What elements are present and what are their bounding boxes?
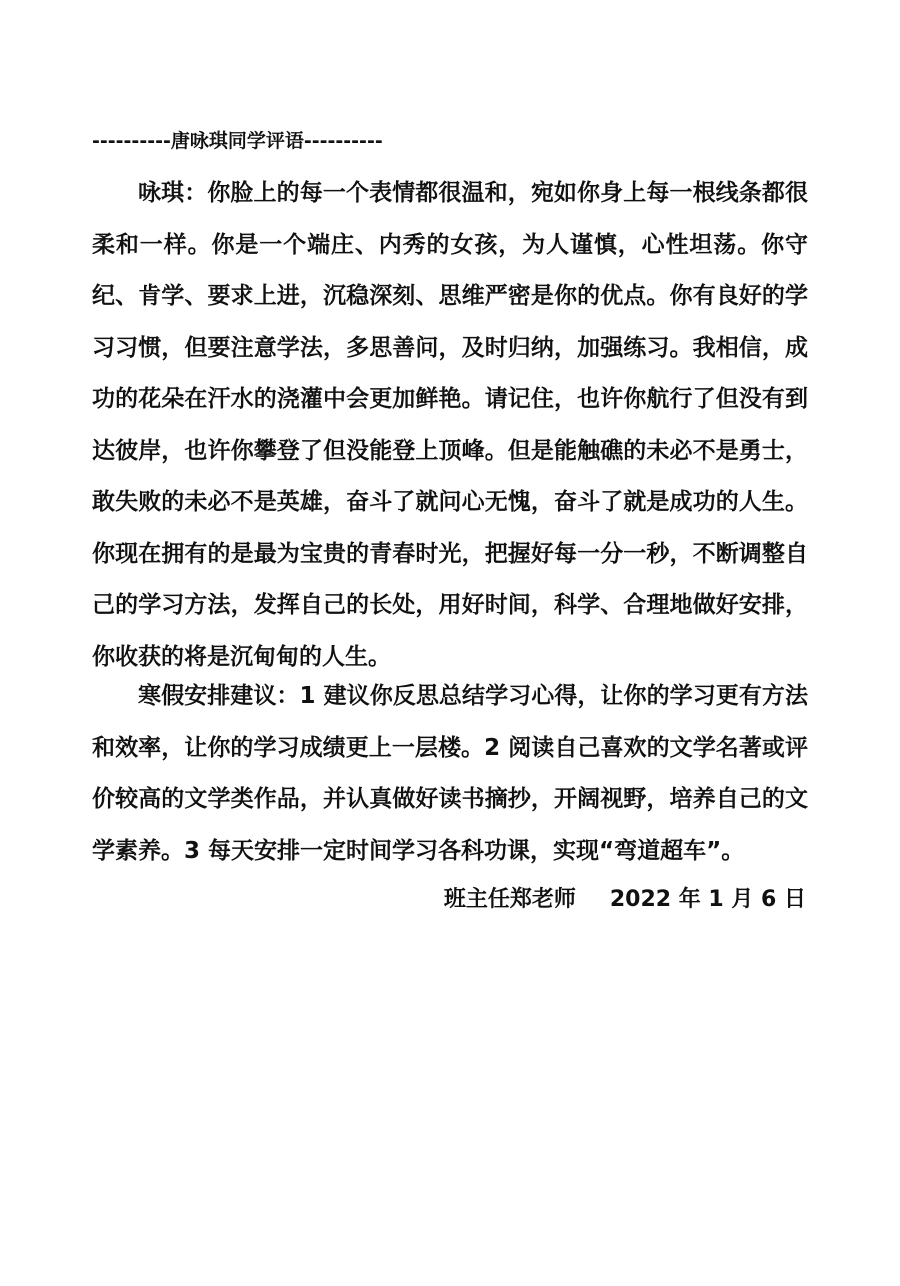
signature-name: 班主任郑老师 <box>443 887 576 912</box>
signature-line <box>444 880 806 920</box>
holiday-suggestion-paragraph: 寒假安排建议：1 建议你反思总结学习心得，让你的学习更有方法和效率，让你的学习成绩更上一层楼。2 阅读自己喜欢的文学名著或评价较高的文学类作品，并认真做好读书摘抄，开阔视野，培养自己的文学素养。3 每天安排一定时间学习各科功课，实现“弯道超车”。 <box>92 683 808 864</box>
document-title: ----------唐咏琪同学评语---------- <box>92 130 383 152</box>
signature-date: 2022 年 1 月 6 日 <box>609 887 806 912</box>
comment-paragraph: 咏琪：你脸上的每一个表情都很温和，宛如你身上每一根线条都很柔和一样。你是一个端庄、内秀的女孩，为人谨慎，心性坦荡。你守纪、肯学、要求上进，沉稳深刻、思维严密是你的优点。你有良好的学习习惯，但要注意学法，多思善问，及时归纳，加强练习。我相信，成功的花朵在汗水的浇灌中会更加鲜艳。请记住，也许你航行了但没有到达彼岸，也许你攀登了但没能登上顶峰。但是能触礁的未必不是勇士，敢失败的未必不是英雄，奋斗了就问心无愧，奋斗了就是成功的人生。你现在拥有的是最为宝贵的青春时光，把握好每一分一秒，不断调整自己的学习方法，发挥自己的长处，用好时间，科学、合理地做好安排，你收获的将是沉甸甸的人生。 <box>92 180 808 670</box>
